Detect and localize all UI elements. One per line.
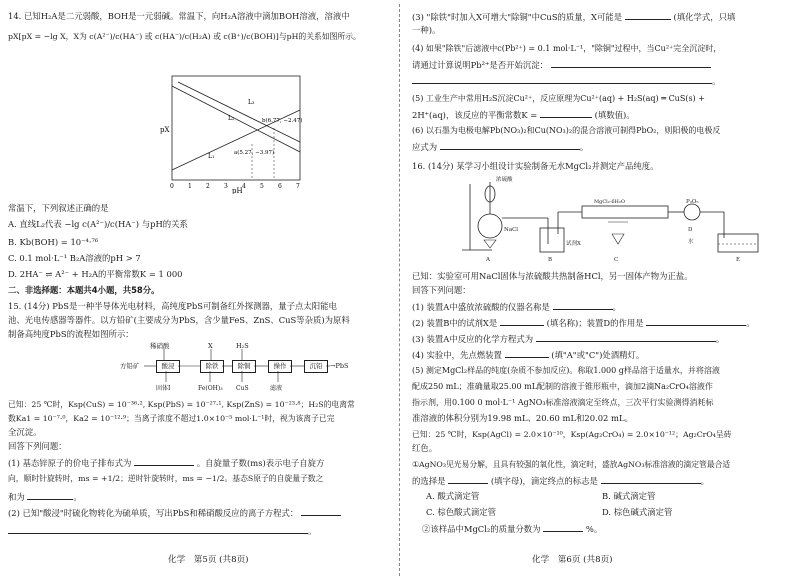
flow-end: →PbS (330, 362, 349, 370)
q14-option-d: D. 2HA⁻ ⇌ A²⁻ + H₂A的平衡常数K = 1 000 (8, 269, 183, 279)
curve-label-l2: L₂ (228, 115, 235, 122)
answer-prompt-right: 回答下列问题： (412, 285, 471, 295)
q16-sub5-text: 的选择是 (412, 476, 446, 486)
q16-sub1-text: (1) 装置A中盛放浓硫酸的仪器名称是 (412, 302, 550, 312)
q15-sub5-line1: (5) 工业生产中常用H₂S沉淀Cu²⁺，反应原理为Cu²⁺(aq) + H₂S(aq) ═ CuS(s) + (412, 94, 705, 103)
flow-step-operate: 操作 (268, 360, 292, 373)
q16-sub5-text4: %。 (585, 524, 603, 534)
q15-known-line1: 已知：25 ℃时，Ksp(CuS) = 10⁻³⁶·², Ksp(PbS) = 10⁻²⁷·¹, Ksp(ZnS) = 10⁻²³·⁸；H₂S的电离常 (8, 400, 355, 409)
q16-sub5-line3: 指示剂，用0.100 0 mol·L⁻¹ AgNO₃标准溶液滴定至终点，三次平行实验测得消耗标 (412, 398, 714, 407)
q15-sub5-text2: (填数值)。 (594, 110, 635, 120)
q16-sub3-text: (3) 装置A中反应的化学方程式为 (412, 334, 534, 344)
q16-sub4-text: (4) 实验中，先点燃装置 (412, 350, 502, 360)
q15-sub1-line3: 和为 。 (8, 492, 82, 502)
flow-bottom-feoh: Fe(OH)₃ (198, 385, 223, 392)
section-two-heading: 二、非选择题：本题共4小题，共58分。 (8, 285, 160, 295)
answer-blank[interactable] (551, 58, 711, 68)
answer-blank[interactable] (448, 474, 488, 484)
right-page (412, 0, 792, 579)
flow-start: 方铅矿 (120, 362, 140, 370)
flow-bottom-cus: CuS (236, 385, 249, 392)
q16-sub5-line6: 红色。 (412, 443, 438, 453)
q16-sub2-text2: (填名称)；装置D的作用是 (546, 318, 644, 328)
answer-blank[interactable] (601, 474, 701, 484)
graph-xtick: 5 (260, 183, 264, 190)
left-page (8, 0, 388, 579)
label-reagent-x: 试剂X (566, 241, 581, 247)
q15-intro-line3: 制备高纯度PbS的流程如图所示： (8, 329, 134, 339)
reagent-x: X (208, 342, 213, 350)
apparatus-drawing (462, 174, 782, 266)
point-a-label: a(5.27, −3.97) (234, 150, 275, 156)
answer-blank[interactable] (412, 74, 712, 84)
q15-sub3-text2: (填化学式，只填 (673, 12, 736, 22)
flow-bottom-filtrate: 滤液 (270, 385, 283, 392)
graph-frame (172, 76, 303, 180)
curve-label-l3: L₃ (248, 99, 255, 106)
q15-sub6-line1: (6) 以石墨为电极电解Pb(NO₃)₂和Cu(NO₃)₂的混合溶液可制得PbO₂，则阳极的电极反 (412, 126, 721, 135)
label-mgcl2-hydrate: MgCl₂·6H₂O (594, 199, 625, 205)
option-c: C. 棕色酸式滴定管 (426, 507, 497, 517)
q16-sub5-line4: 准溶液的体积分别为19.98 mL、20.60 mL和20.02 mL。 (412, 413, 633, 423)
answer-prompt-left: 回答下列问题： (8, 441, 67, 451)
answer-blank[interactable] (536, 332, 716, 342)
answer-blank[interactable] (134, 456, 194, 466)
q16-sub2: (2) 装置B中的试剂X是 (填名称)；装置D的作用是 。 (412, 318, 755, 328)
right-page-footer: 化学 第6页 (共8页) (532, 555, 613, 565)
q15-intro-line2: 池、光电传感器等器件。以方铅矿(主要成分为PbS，含少量FeS、ZnS、CuS等杂质)为原料 (8, 315, 350, 325)
q15-intro-line1: 15. (14分) PbS是一种半导体光电材料，高纯度PbS可制备红外探测器，量子点太阳能电 (8, 301, 337, 311)
q14-stem: 常温下，下列叙述正确的是 (8, 203, 109, 213)
graph-xtick: 6 (278, 183, 282, 190)
curve-label-l1: L₁ (208, 153, 215, 160)
flow-step-leach: 酸浸 (156, 360, 180, 373)
answer-blank[interactable] (625, 10, 671, 20)
answer-blank[interactable] (646, 316, 746, 326)
q14-option-a: A. 直线L₂代表 −lg c(A²⁻)/c(HA⁻) 与pH的关系 (8, 219, 188, 229)
label-e: E (736, 257, 741, 263)
q14-option-c: C. 0.1 mol·L⁻¹ B₂A溶液的pH > 7 (8, 253, 141, 263)
answer-blank[interactable] (27, 490, 73, 500)
label-p2o5: P₂O₅ (686, 199, 699, 205)
q15-sub1-text3: 和为 (8, 492, 25, 502)
answer-blank[interactable] (440, 140, 580, 150)
q15-sub1-text: (1) 基态锌原子的价电子排布式为 (8, 458, 132, 468)
q16-sub3: (3) 装置A中反应的化学方程式为 。 (412, 334, 725, 344)
point-b-label: b(6.77, −2.47) (262, 118, 303, 124)
option-a: A. 酸式滴定管 (426, 491, 480, 501)
q15-sub6-line2: 应式为 。 (412, 142, 589, 152)
flow-arrows (120, 340, 360, 396)
graph-xtick: 7 (296, 183, 300, 190)
answer-blank[interactable] (553, 300, 613, 310)
q15-sub5-text: 2H⁺(aq)，该反应的平衡常数K = (412, 110, 538, 120)
graph-xtick: 1 (188, 183, 192, 190)
q15-sub6-text: 应式为 (412, 142, 438, 152)
q16-known: 已知：实验室可用NaCl固体与浓硫酸共热制备HCl，另一固体产物为正盐。 (412, 271, 693, 281)
label-d: D (688, 227, 693, 233)
graph-xtick: 3 (224, 183, 228, 190)
q15-sub3-line2: 一种)。 (412, 25, 441, 35)
flow-step-copper: 除铜 (232, 360, 256, 373)
graph-ylabel: pX (160, 126, 170, 134)
flow-step-iron: 除铁 (200, 360, 224, 373)
q15-sub1-line1 (8, 456, 324, 471)
left-page-footer: 化学 第5页 (共8页) (168, 555, 249, 565)
graph-xlabel: pH (232, 187, 243, 194)
answer-blank[interactable] (301, 506, 341, 516)
q14-graph (158, 72, 318, 194)
q15-sub4-text: 请通过计算说明Pb²⁺是否开始沉淀： (412, 60, 549, 70)
q15-sub1-line2: 向，顺时针旋转时，ms = +1/2；逆时针旋转时，ms = −1/2。基态S原子的自旋量子数之 (8, 474, 324, 483)
q16-sub5-line1: (5) 测定MgCl₂样品的纯度(杂质不参加反应)。称取1.000 g样品溶于适量水，并将溶液 (412, 366, 720, 375)
answer-blank[interactable] (8, 524, 308, 534)
label-nacl: NaCl (504, 227, 519, 233)
label-b: B (548, 257, 553, 263)
answer-blank[interactable] (540, 108, 592, 118)
q16-sub5-line7: ①AgNO₃见光易分解，且具有较强的氧化性，滴定时，盛放AgNO₃标准溶液的滴定管最合适 (412, 460, 731, 469)
q16-sub5-line2: 配成250 mL；准确量取25.00 mL配制的溶液于锥形瓶中，滴加2滴Na₂CrO₄溶液作 (412, 382, 713, 391)
q15-sub5-line2 (412, 108, 635, 123)
answer-blank[interactable] (500, 316, 544, 326)
curve-l3 (178, 82, 303, 142)
q15-sub2-text: (2) 已知"酸浸"时硫化物转化为硫单质，写出PbS和稀硝酸反应的离子方程式： (8, 508, 299, 518)
answer-blank[interactable] (543, 522, 583, 532)
q15-sub3-line1 (412, 10, 735, 25)
graph-xtick: 4 (242, 183, 246, 190)
label-water: 水 (688, 239, 694, 245)
label-a: A (486, 257, 490, 263)
graph-xtick: 2 (206, 183, 210, 190)
q15-sub4-line2 (412, 58, 711, 73)
q15-known-line3: 全沉淀。 (8, 427, 42, 437)
page-divider (399, 4, 400, 576)
q16-sub2-text: (2) 装置B中的试剂X是 (412, 318, 498, 328)
q14-option-b: B. Kb(BOH) = 10⁻⁴·⁷⁶ (8, 237, 99, 247)
q15-sub2-line1 (8, 506, 341, 521)
option-d: D. 棕色碱式滴定管 (602, 507, 673, 517)
q16-apparatus (462, 174, 782, 266)
q16-sub4 (412, 348, 644, 363)
q15-sub1-text2: 。自旋量子数(ms)表示电子自旋方 (196, 458, 325, 468)
q15-flowchart (120, 340, 360, 396)
q15-sub4-line1: (4) 如果"除铁"后滤液中c(Pb²⁺) = 0.1 mol·L⁻¹，"除铜"过程中，当Cu²⁺完全沉淀时， (412, 44, 722, 53)
q14-intro-line1: 14. 已知H₂A是二元弱酸，BOH是一元弱碱。常温下，向H₂A溶液中滴加BOH溶液，溶液中 (8, 11, 350, 21)
q15-known-line2: 数Ka1 = 10⁻⁷·⁰，Ka2 = 10⁻¹²·⁹；当离子浓度不超过1.0×10⁻⁵ mol·L⁻¹时，视为该离子已完 (8, 414, 335, 423)
option-b: B. 碱式滴定管 (602, 491, 656, 501)
q16-sub5-line9 (422, 522, 602, 537)
label-conc-acid: 浓硫酸 (496, 177, 513, 183)
reagent-h2s: H₂S (236, 342, 249, 350)
q16-sub4-text2: (填"A"或"C")处酒精灯。 (551, 350, 645, 360)
flow-bottom-solid: 固体I (156, 385, 171, 392)
q16-sub5-line5: 已知：25 ℃时，Ksp(AgCl) = 2.0×10⁻¹⁰，Ksp(Ag₂CrO₄) = 2.0×10⁻¹²；Ag₂CrO₄呈砖 (412, 430, 732, 439)
q15-sub4-line3: 。 (412, 74, 720, 89)
q16-title: 16. (14分) 某学习小组设计实验制备无水MgCl₂并测定产品纯度。 (412, 161, 659, 171)
q16-sub5-text2: (填字母)，滴定终点的标志是 (490, 476, 598, 486)
q16-sub5-text3: ②该样品中MgCl₂的质量分数为 (422, 524, 541, 534)
q14-intro-line2: pX[pX = −lg X，X为 c(A²⁻)/c(HA⁻) 或 c(HA⁻)/c(H₂A) 或 c(B⁺)/c(BOH)]与pH的关系如图所示。 (8, 32, 361, 41)
label-c: C (614, 257, 619, 263)
reagent-nitric: 稀硝酸 (150, 342, 170, 350)
q16-sub1: (1) 装置A中盛放浓硫酸的仪器名称是 。 (412, 302, 621, 312)
flow-step-lead: 沉铅 (304, 360, 328, 373)
graph-xtick: 0 (170, 183, 174, 190)
q15-sub3-text: (3) "除铁"时加入X可增大"除铜"中CuS的质量，X可能是 (412, 12, 623, 22)
answer-blank[interactable] (505, 348, 549, 358)
q16-sub5-line8: 的选择是 (填字母)，滴定终点的标志是 。 (412, 476, 709, 486)
q15-sub2-line2: 。 (8, 524, 316, 539)
